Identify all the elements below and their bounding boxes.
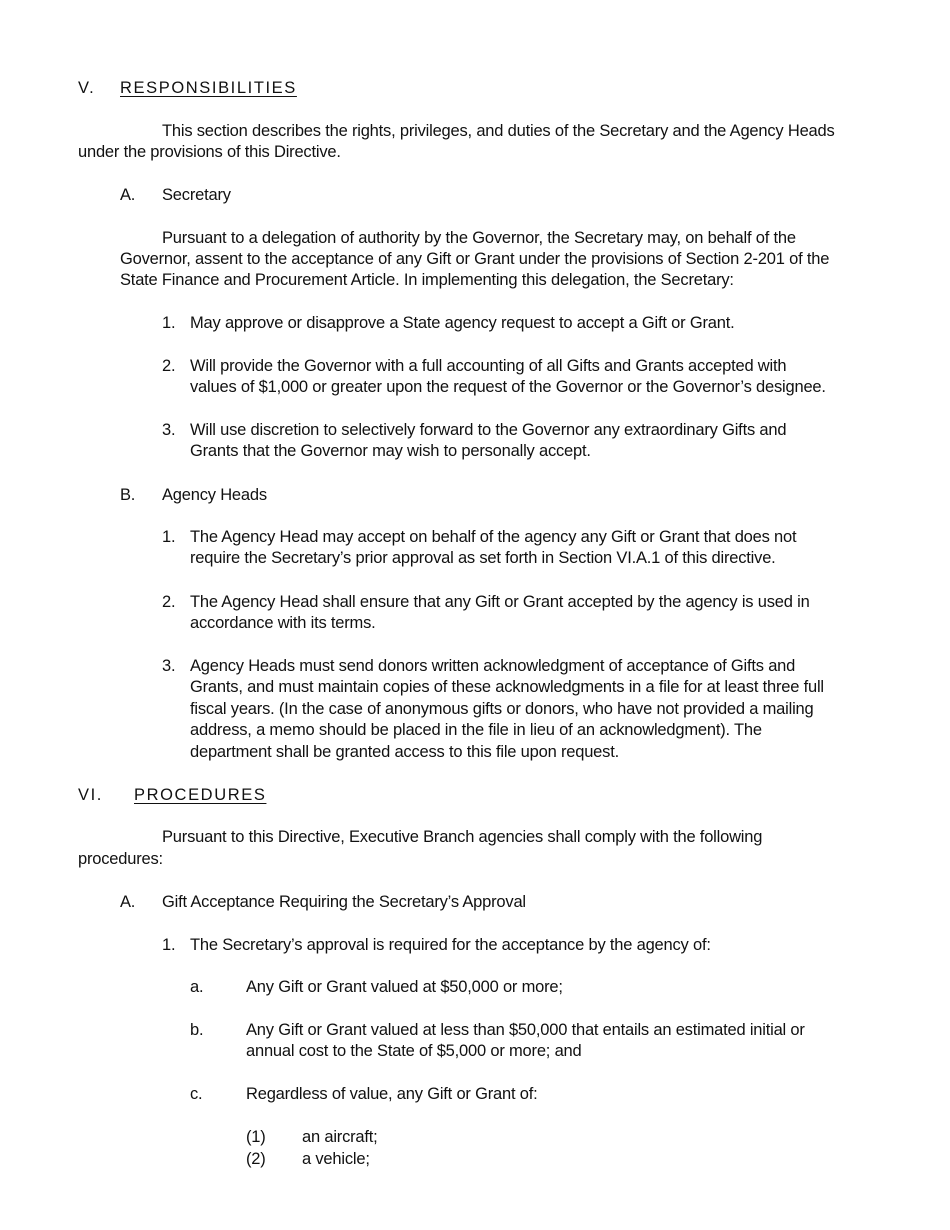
secretary-item-2-number: 2. — [162, 357, 176, 375]
procedure-item-1-number: 1. — [162, 936, 176, 954]
agency-item-3-line2: Grants, and must maintain copies of these acknowledgments in a file for at least three full — [190, 678, 824, 696]
secretary-item-3-line2: Grants that the Governor may wish to personally accept. — [190, 442, 591, 460]
agency-item-1-line1: The Agency Head may accept on behalf of the agency any Gift or Grant that does not — [190, 528, 797, 546]
secretary-item-3-number: 3. — [162, 421, 176, 439]
section-vi-a-letter: A. — [120, 893, 136, 911]
agency-item-1-line2: require the Secretary’s prior approval as set forth in Section VI.A.1 of this directive. — [190, 549, 776, 567]
section-v-intro-line1: This section describes the rights, privileges, and duties of the Secretary and the Agency Heads — [162, 122, 835, 140]
agency-item-3-line1: Agency Heads must send donors written acknowledgment of acceptance of Gifts and — [190, 657, 796, 675]
subsub-1-text: an aircraft; — [302, 1128, 378, 1146]
section-v-number: V. — [78, 79, 96, 97]
subsub-2-text: a vehicle; — [302, 1150, 370, 1168]
section-v-a-title: Secretary — [162, 186, 231, 204]
section-v-title: RESPONSIBILITIES — [120, 79, 297, 97]
secretary-item-1-number: 1. — [162, 314, 176, 332]
section-vi-intro-line1: Pursuant to this Directive, Executive Branch agencies shall comply with the following — [162, 828, 763, 846]
agency-item-3-line4: address, a memo should be placed in the file in lieu of an acknowledgment). The — [190, 721, 762, 739]
agency-item-2-line2: accordance with its terms. — [190, 614, 376, 632]
subitem-c-letter: c. — [190, 1085, 203, 1103]
agency-item-2-number: 2. — [162, 593, 176, 611]
subsub-1-number: (1) — [246, 1128, 266, 1146]
subitem-b-line2: annual cost to the State of $5,000 or more; and — [246, 1042, 582, 1060]
subitem-a-line1: Any Gift or Grant valued at $50,000 or more; — [246, 978, 563, 996]
secretary-para-line1: Pursuant to a delegation of authority by the Governor, the Secretary may, on behalf of the — [162, 229, 796, 247]
section-vi-title: PROCEDURES — [134, 786, 267, 804]
secretary-para-line2: Governor, assent to the acceptance of any Gift or Grant under the provisions of Section 2-201 of the — [120, 250, 830, 268]
section-v-b-letter: B. — [120, 486, 136, 504]
subitem-a-letter: a. — [190, 978, 204, 996]
agency-item-3-line3: fiscal years. (In the case of anonymous gifts or donors, who have not provided a mailing — [190, 700, 814, 718]
secretary-item-2-line1: Will provide the Governor with a full accounting of all Gifts and Grants accepted with — [190, 357, 787, 375]
subitem-c-line1: Regardless of value, any Gift or Grant of: — [246, 1085, 538, 1103]
secretary-item-2-line2: values of $1,000 or greater upon the request of the Governor or the Governor’s designee. — [190, 378, 826, 396]
secretary-item-1-line1: May approve or disapprove a State agency request to accept a Gift or Grant. — [190, 314, 735, 332]
section-vi-a-title: Gift Acceptance Requiring the Secretary’s Approval — [162, 893, 526, 911]
section-vi-number: VI. — [78, 786, 103, 804]
section-vi-intro-line2: procedures: — [78, 850, 163, 868]
secretary-item-3-line1: Will use discretion to selectively forward to the Governor any extraordinary Gifts and — [190, 421, 787, 439]
agency-item-1-number: 1. — [162, 528, 176, 546]
procedure-item-1-text: The Secretary’s approval is required for the acceptance by the agency of: — [190, 936, 711, 954]
subitem-b-line1: Any Gift or Grant valued at less than $50,000 that entails an estimated initial or — [246, 1021, 805, 1039]
section-v-intro-line2: under the provisions of this Directive. — [78, 143, 341, 161]
agency-item-3-line5: department shall be granted access to this file upon request. — [190, 743, 619, 761]
agency-item-3-number: 3. — [162, 657, 176, 675]
section-v-b-title: Agency Heads — [162, 486, 267, 504]
agency-item-2-line1: The Agency Head shall ensure that any Gift or Grant accepted by the agency is used in — [190, 593, 810, 611]
subitem-b-letter: b. — [190, 1021, 204, 1039]
subsub-2-number: (2) — [246, 1150, 266, 1168]
section-v-a-letter: A. — [120, 186, 136, 204]
secretary-para-line3: State Finance and Procurement Article. In implementing this delegation, the Secretary: — [120, 271, 734, 289]
